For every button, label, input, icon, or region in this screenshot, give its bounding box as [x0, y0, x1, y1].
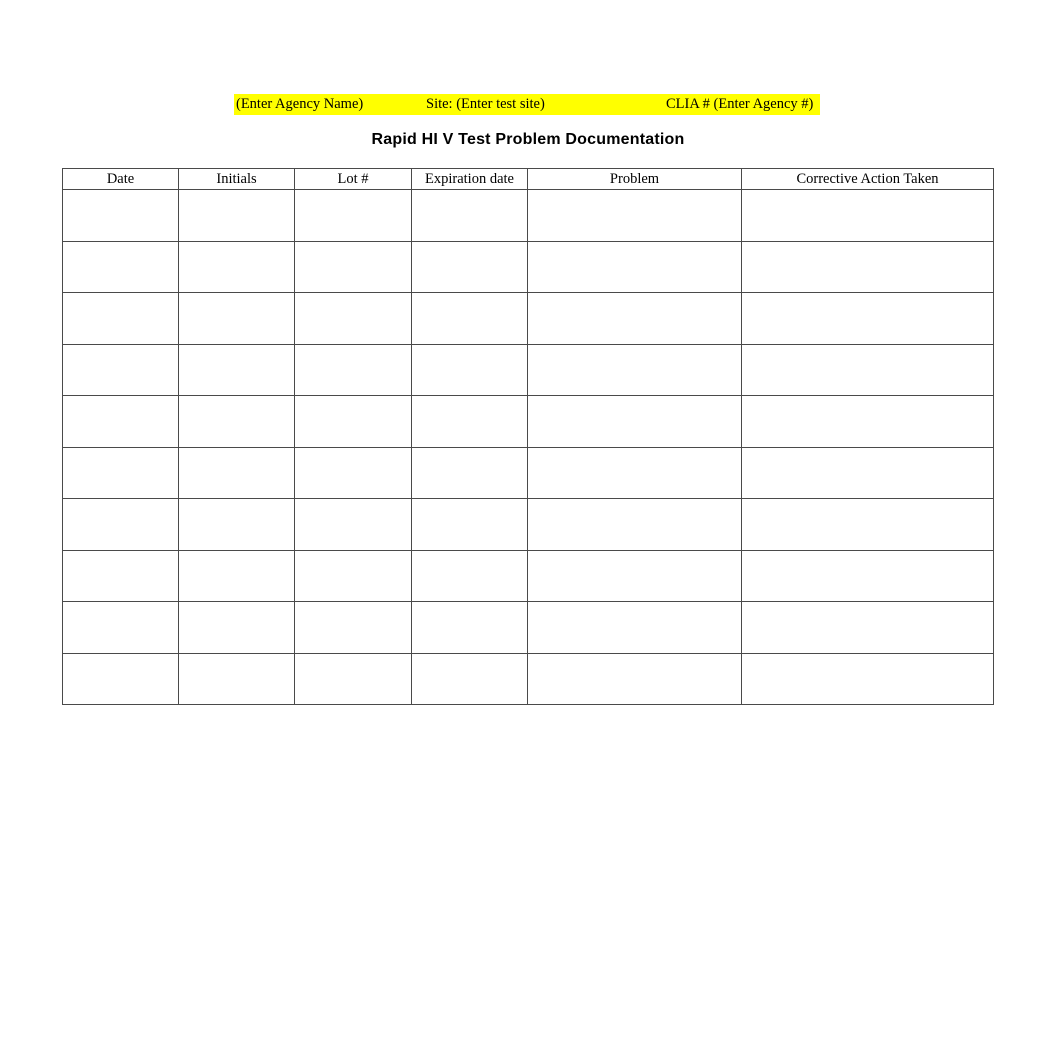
cell-date[interactable]: [63, 550, 179, 602]
column-header-problem: Problem: [528, 169, 742, 190]
table-row: [63, 190, 994, 242]
cell-problem[interactable]: [528, 396, 742, 448]
cell-expiration-date[interactable]: [412, 499, 528, 551]
cell-initials[interactable]: [179, 293, 295, 345]
cell-initials[interactable]: [179, 653, 295, 705]
cell-corrective-action[interactable]: [742, 447, 994, 499]
cell-problem[interactable]: [528, 499, 742, 551]
column-header-lot: Lot #: [295, 169, 412, 190]
test-site-field[interactable]: Site: (Enter test site): [426, 96, 545, 112]
cell-initials[interactable]: [179, 499, 295, 551]
page-title: Rapid HI V Test Problem Documentation: [371, 131, 685, 148]
cell-expiration-date[interactable]: [412, 241, 528, 293]
cell-date[interactable]: [63, 190, 179, 242]
cell-date[interactable]: [63, 344, 179, 396]
table-row: [63, 344, 994, 396]
cell-corrective-action[interactable]: [742, 602, 994, 654]
column-header-corrective-action: Corrective Action Taken: [742, 169, 994, 190]
table-row: [63, 550, 994, 602]
table-row: [63, 499, 994, 551]
cell-corrective-action[interactable]: [742, 396, 994, 448]
table-row: [63, 293, 994, 345]
cell-date[interactable]: [63, 499, 179, 551]
cell-initials[interactable]: [179, 241, 295, 293]
cell-expiration-date[interactable]: [412, 190, 528, 242]
column-header-expiration-date: Expiration date: [412, 169, 528, 190]
cell-date[interactable]: [63, 653, 179, 705]
cell-corrective-action[interactable]: [742, 190, 994, 242]
cell-initials[interactable]: [179, 190, 295, 242]
cell-date[interactable]: [63, 447, 179, 499]
cell-lot[interactable]: [295, 344, 412, 396]
cell-initials[interactable]: [179, 344, 295, 396]
cell-lot[interactable]: [295, 653, 412, 705]
cell-problem[interactable]: [528, 602, 742, 654]
cell-lot[interactable]: [295, 396, 412, 448]
cell-lot[interactable]: [295, 241, 412, 293]
cell-initials[interactable]: [179, 602, 295, 654]
table-row: [63, 396, 994, 448]
cell-corrective-action[interactable]: [742, 550, 994, 602]
table-row: [63, 241, 994, 293]
column-header-date: Date: [63, 169, 179, 190]
cell-problem[interactable]: [528, 447, 742, 499]
cell-corrective-action[interactable]: [742, 293, 994, 345]
cell-problem[interactable]: [528, 653, 742, 705]
table-header-row: [63, 169, 994, 190]
agency-name-field[interactable]: (Enter Agency Name): [236, 96, 364, 112]
table-row: [63, 447, 994, 499]
cell-problem[interactable]: [528, 293, 742, 345]
cell-problem[interactable]: [528, 344, 742, 396]
clia-number-field[interactable]: CLIA # (Enter Agency #): [666, 96, 814, 112]
cell-initials[interactable]: [179, 447, 295, 499]
cell-lot[interactable]: [295, 499, 412, 551]
cell-corrective-action[interactable]: [742, 499, 994, 551]
cell-date[interactable]: [63, 396, 179, 448]
column-header-initials: Initials: [179, 169, 295, 190]
cell-date[interactable]: [63, 293, 179, 345]
cell-expiration-date[interactable]: [412, 344, 528, 396]
cell-corrective-action[interactable]: [742, 344, 994, 396]
cell-corrective-action[interactable]: [742, 241, 994, 293]
cell-lot[interactable]: [295, 293, 412, 345]
agency-header-band: [234, 94, 820, 115]
cell-problem[interactable]: [528, 550, 742, 602]
cell-expiration-date[interactable]: [412, 396, 528, 448]
cell-expiration-date[interactable]: [412, 293, 528, 345]
cell-problem[interactable]: [528, 241, 742, 293]
cell-corrective-action[interactable]: [742, 653, 994, 705]
problem-documentation-table: [62, 168, 994, 705]
cell-lot[interactable]: [295, 190, 412, 242]
cell-expiration-date[interactable]: [412, 550, 528, 602]
cell-expiration-date[interactable]: [412, 602, 528, 654]
cell-lot[interactable]: [295, 447, 412, 499]
table-row: [63, 653, 994, 705]
cell-expiration-date[interactable]: [412, 653, 528, 705]
cell-problem[interactable]: [528, 190, 742, 242]
table-row: [63, 602, 994, 654]
cell-initials[interactable]: [179, 396, 295, 448]
cell-lot[interactable]: [295, 602, 412, 654]
cell-initials[interactable]: [179, 550, 295, 602]
cell-date[interactable]: [63, 241, 179, 293]
cell-lot[interactable]: [295, 550, 412, 602]
cell-date[interactable]: [63, 602, 179, 654]
cell-expiration-date[interactable]: [412, 447, 528, 499]
